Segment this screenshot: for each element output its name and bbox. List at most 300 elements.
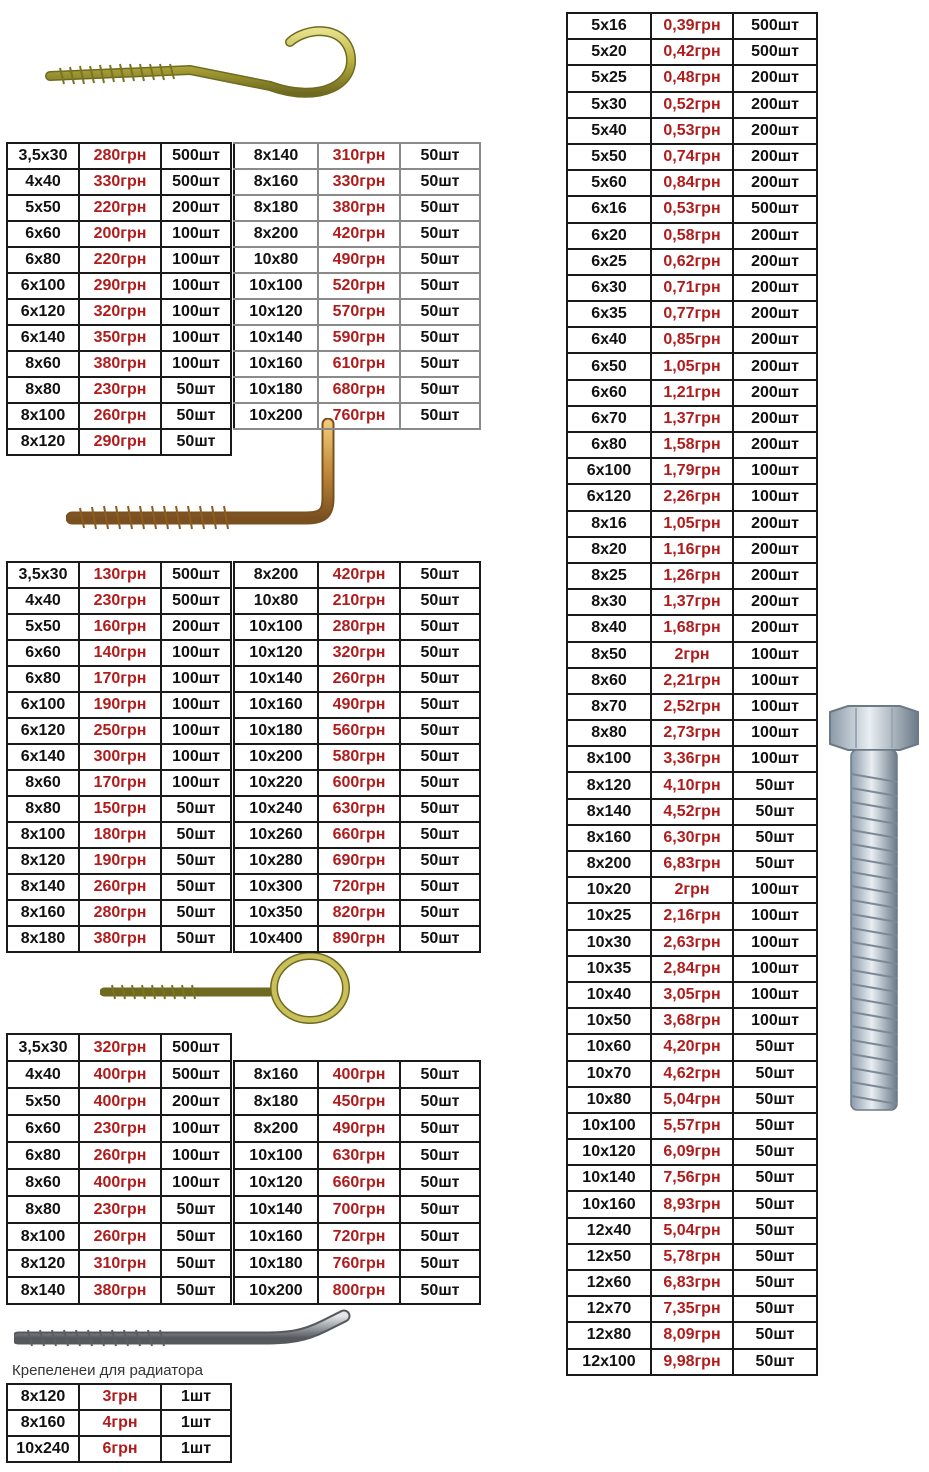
price-cell: 2,21грн bbox=[651, 668, 733, 694]
price-cell: 320грн bbox=[79, 1034, 161, 1061]
quantity-cell: 500шт bbox=[733, 13, 817, 39]
quantity-cell: 500шт bbox=[161, 562, 231, 588]
quantity-cell: 200шт bbox=[161, 614, 231, 640]
hex-bolt-icon bbox=[826, 704, 922, 1116]
table-row bbox=[234, 588, 480, 614]
table-row bbox=[567, 1061, 817, 1087]
price-cell: 7,56грн bbox=[651, 1165, 733, 1191]
quantity-cell: 100шт bbox=[733, 458, 817, 484]
price-cell: 560грн bbox=[318, 718, 400, 744]
quantity-cell: 100шт bbox=[161, 1169, 231, 1196]
quantity-cell: 50шт bbox=[400, 562, 480, 588]
quantity-cell: 1шт bbox=[161, 1410, 231, 1436]
quantity-cell: 500шт bbox=[733, 196, 817, 222]
table-row bbox=[567, 1113, 817, 1139]
price-cell: 2,26грн bbox=[651, 484, 733, 510]
size-cell: 10x220 bbox=[234, 770, 318, 796]
table-row bbox=[567, 720, 817, 746]
table-row bbox=[7, 1384, 231, 1410]
size-cell: 8x120 bbox=[7, 1250, 79, 1277]
price-cell: 3,05грн bbox=[651, 982, 733, 1008]
price-cell: 1,05грн bbox=[651, 353, 733, 379]
price-cell: 2,52грн bbox=[651, 694, 733, 720]
size-cell: 8x200 bbox=[234, 1115, 318, 1142]
size-cell: 10x200 bbox=[234, 1277, 318, 1304]
l-hook-table-right bbox=[233, 561, 481, 953]
size-cell: 8x200 bbox=[567, 851, 651, 877]
price-cell: 280грн bbox=[318, 614, 400, 640]
table-row bbox=[234, 195, 480, 221]
price-cell: 2,63грн bbox=[651, 930, 733, 956]
table-row bbox=[7, 221, 231, 247]
table-row bbox=[7, 796, 231, 822]
quantity-cell: 50шт bbox=[400, 848, 480, 874]
price-cell: 660грн bbox=[318, 822, 400, 848]
table-row bbox=[7, 614, 231, 640]
size-cell: 10x180 bbox=[234, 1250, 318, 1277]
quantity-cell: 100шт bbox=[161, 666, 231, 692]
quantity-cell: 500шт bbox=[161, 588, 231, 614]
table-row bbox=[7, 1142, 231, 1169]
size-cell: 6x100 bbox=[567, 458, 651, 484]
quantity-cell: 50шт bbox=[400, 325, 480, 351]
price-cell: 320грн bbox=[318, 640, 400, 666]
quantity-cell: 200шт bbox=[733, 301, 817, 327]
price-cell: 690грн bbox=[318, 848, 400, 874]
quantity-cell: 50шт bbox=[161, 874, 231, 900]
size-cell: 10x80 bbox=[567, 1087, 651, 1113]
table-row bbox=[7, 247, 231, 273]
quantity-cell: 200шт bbox=[733, 563, 817, 589]
price-cell: 6,83грн bbox=[651, 851, 733, 877]
size-cell: 4x40 bbox=[7, 588, 79, 614]
size-cell: 6x120 bbox=[7, 718, 79, 744]
size-cell: 8x25 bbox=[567, 563, 651, 589]
table-row bbox=[7, 900, 231, 926]
table-row bbox=[7, 1115, 231, 1142]
table-row bbox=[567, 930, 817, 956]
quantity-cell: 50шт bbox=[733, 1061, 817, 1087]
price-cell: 300грн bbox=[79, 744, 161, 770]
table-row bbox=[567, 1296, 817, 1322]
c-hook-table-left bbox=[6, 142, 232, 456]
table-row bbox=[7, 1223, 231, 1250]
table-row bbox=[7, 692, 231, 718]
size-cell: 10x120 bbox=[234, 640, 318, 666]
price-cell: 1,16грн bbox=[651, 537, 733, 563]
price-cell: 380грн bbox=[79, 1277, 161, 1304]
table-row bbox=[567, 249, 817, 275]
price-cell: 5,78грн bbox=[651, 1244, 733, 1270]
quantity-cell: 50шт bbox=[400, 299, 480, 325]
size-cell: 10x200 bbox=[234, 403, 318, 429]
table-row bbox=[234, 718, 480, 744]
size-cell: 10x140 bbox=[234, 325, 318, 351]
quantity-cell: 100шт bbox=[733, 694, 817, 720]
size-cell: 10x100 bbox=[234, 1142, 318, 1169]
table-row bbox=[234, 666, 480, 692]
quantity-cell: 200шт bbox=[733, 170, 817, 196]
table-row bbox=[7, 299, 231, 325]
table-row bbox=[234, 351, 480, 377]
size-cell: 8x30 bbox=[567, 589, 651, 615]
size-cell: 6x80 bbox=[567, 432, 651, 458]
quantity-cell: 50шт bbox=[400, 718, 480, 744]
table-row bbox=[234, 169, 480, 195]
size-cell: 8x70 bbox=[567, 694, 651, 720]
price-cell: 490грн bbox=[318, 692, 400, 718]
table-row bbox=[7, 822, 231, 848]
price-cell: 8,93грн bbox=[651, 1191, 733, 1217]
price-cell: 1,26грн bbox=[651, 563, 733, 589]
size-cell: 12x40 bbox=[567, 1218, 651, 1244]
size-cell: 6x16 bbox=[567, 196, 651, 222]
size-cell: 6x25 bbox=[567, 249, 651, 275]
table-row bbox=[567, 1087, 817, 1113]
price-cell: 230грн bbox=[79, 588, 161, 614]
size-cell: 8x180 bbox=[234, 195, 318, 221]
table-row bbox=[567, 615, 817, 641]
quantity-cell: 100шт bbox=[161, 221, 231, 247]
price-cell: 0,53грн bbox=[651, 196, 733, 222]
price-cell: 1,21грн bbox=[651, 380, 733, 406]
quantity-cell: 50шт bbox=[161, 1196, 231, 1223]
price-cell: 260грн bbox=[318, 666, 400, 692]
table-row bbox=[234, 770, 480, 796]
quantity-cell: 200шт bbox=[161, 1088, 231, 1115]
table-row bbox=[567, 772, 817, 798]
price-cell: 280грн bbox=[79, 143, 161, 169]
size-cell: 10x180 bbox=[234, 718, 318, 744]
price-cell: 190грн bbox=[79, 692, 161, 718]
price-cell: 2,73грн bbox=[651, 720, 733, 746]
price-cell: 200грн bbox=[79, 221, 161, 247]
size-cell: 8x140 bbox=[7, 874, 79, 900]
quantity-cell: 50шт bbox=[400, 770, 480, 796]
quantity-cell: 50шт bbox=[400, 403, 480, 429]
size-cell: 8x50 bbox=[567, 642, 651, 668]
quantity-cell: 50шт bbox=[400, 1277, 480, 1304]
table-row bbox=[7, 143, 231, 169]
table-row bbox=[234, 640, 480, 666]
table-row bbox=[7, 1277, 231, 1304]
table-row bbox=[567, 1034, 817, 1060]
quantity-cell: 500шт bbox=[733, 39, 817, 65]
size-cell: 8x60 bbox=[7, 1169, 79, 1196]
price-cell: 250грн bbox=[79, 718, 161, 744]
price-cell: 350грн bbox=[79, 325, 161, 351]
quantity-cell: 50шт bbox=[400, 143, 480, 169]
size-cell: 10x80 bbox=[234, 247, 318, 273]
table-row bbox=[234, 273, 480, 299]
quantity-cell: 100шт bbox=[161, 247, 231, 273]
price-cell: 600грн bbox=[318, 770, 400, 796]
quantity-cell: 50шт bbox=[400, 247, 480, 273]
quantity-cell: 1шт bbox=[161, 1436, 231, 1462]
table-row bbox=[567, 851, 817, 877]
size-cell: 10x300 bbox=[234, 874, 318, 900]
table-row bbox=[567, 694, 817, 720]
price-cell: 420грн bbox=[318, 221, 400, 247]
quantity-cell: 50шт bbox=[400, 692, 480, 718]
table-row bbox=[7, 1034, 231, 1061]
price-cell: 490грн bbox=[318, 247, 400, 273]
price-cell: 660грн bbox=[318, 1169, 400, 1196]
price-cell: 220грн bbox=[79, 195, 161, 221]
size-cell: 12x50 bbox=[567, 1244, 651, 1270]
price-cell: 0,53грн bbox=[651, 118, 733, 144]
price-cell: 140грн bbox=[79, 640, 161, 666]
price-cell: 800грн bbox=[318, 1277, 400, 1304]
quantity-cell: 100шт bbox=[161, 1115, 231, 1142]
price-cell: 280грн bbox=[79, 900, 161, 926]
table-row bbox=[7, 169, 231, 195]
price-cell: 2грн bbox=[651, 877, 733, 903]
quantity-cell: 50шт bbox=[400, 588, 480, 614]
size-cell: 6x40 bbox=[567, 327, 651, 353]
size-cell: 8x140 bbox=[234, 143, 318, 169]
table-row bbox=[7, 744, 231, 770]
size-cell: 8x100 bbox=[7, 822, 79, 848]
table-row bbox=[7, 1410, 231, 1436]
size-cell: 10x160 bbox=[234, 351, 318, 377]
table-row bbox=[567, 92, 817, 118]
quantity-cell: 500шт bbox=[161, 1061, 231, 1088]
table-row bbox=[567, 1139, 817, 1165]
size-cell: 10x160 bbox=[234, 1223, 318, 1250]
quantity-cell: 100шт bbox=[161, 1142, 231, 1169]
quantity-cell: 50шт bbox=[400, 822, 480, 848]
quantity-cell: 200шт bbox=[161, 195, 231, 221]
price-cell: 400грн bbox=[318, 1061, 400, 1088]
size-cell: 6x80 bbox=[7, 666, 79, 692]
quantity-cell: 100шт bbox=[161, 273, 231, 299]
price-cell: 160грн bbox=[79, 614, 161, 640]
size-cell: 10x80 bbox=[234, 588, 318, 614]
table-row bbox=[567, 1165, 817, 1191]
quantity-cell: 50шт bbox=[400, 351, 480, 377]
price-cell: 400грн bbox=[79, 1088, 161, 1115]
size-cell: 6x30 bbox=[567, 275, 651, 301]
table-row bbox=[7, 874, 231, 900]
size-cell: 8x100 bbox=[7, 403, 79, 429]
table-row bbox=[234, 1115, 480, 1142]
quantity-cell: 500шт bbox=[161, 143, 231, 169]
price-cell: 310грн bbox=[318, 143, 400, 169]
price-cell: 1,37грн bbox=[651, 589, 733, 615]
size-cell: 10x70 bbox=[567, 1061, 651, 1087]
quantity-cell: 200шт bbox=[733, 118, 817, 144]
price-cell: 4грн bbox=[79, 1410, 161, 1436]
size-cell: 3,5x30 bbox=[7, 143, 79, 169]
table-row bbox=[567, 1244, 817, 1270]
size-cell: 5x30 bbox=[567, 92, 651, 118]
table-row bbox=[567, 353, 817, 379]
size-cell: 6x60 bbox=[567, 380, 651, 406]
size-cell: 5x16 bbox=[567, 13, 651, 39]
price-cell: 1,68грн bbox=[651, 615, 733, 641]
price-cell: 5,04грн bbox=[651, 1218, 733, 1244]
size-cell: 8x80 bbox=[7, 796, 79, 822]
table-row bbox=[567, 327, 817, 353]
quantity-cell: 50шт bbox=[161, 900, 231, 926]
price-cell: 7,35грн bbox=[651, 1296, 733, 1322]
price-cell: 3,68грн bbox=[651, 1008, 733, 1034]
size-cell: 5x50 bbox=[7, 1088, 79, 1115]
table-row bbox=[234, 848, 480, 874]
table-row bbox=[567, 1322, 817, 1348]
size-cell: 8x80 bbox=[7, 1196, 79, 1223]
size-cell: 8x200 bbox=[234, 221, 318, 247]
table-row bbox=[567, 144, 817, 170]
table-row bbox=[567, 223, 817, 249]
size-cell: 10x200 bbox=[234, 744, 318, 770]
price-cell: 3,36грн bbox=[651, 746, 733, 772]
quantity-cell: 100шт bbox=[733, 746, 817, 772]
quantity-cell: 100шт bbox=[161, 718, 231, 744]
size-cell: 10x260 bbox=[234, 822, 318, 848]
size-cell: 12x60 bbox=[567, 1270, 651, 1296]
table-row bbox=[234, 900, 480, 926]
price-cell: 0,74грн bbox=[651, 144, 733, 170]
table-row bbox=[7, 377, 231, 403]
price-cell: 570грн bbox=[318, 299, 400, 325]
price-cell: 1,37грн bbox=[651, 406, 733, 432]
price-cell: 2грн bbox=[651, 642, 733, 668]
table-row bbox=[567, 563, 817, 589]
quantity-cell: 50шт bbox=[400, 195, 480, 221]
quantity-cell: 50шт bbox=[400, 1250, 480, 1277]
table-row bbox=[7, 1061, 231, 1088]
table-row bbox=[7, 718, 231, 744]
size-cell: 8x60 bbox=[7, 770, 79, 796]
price-cell: 290грн bbox=[79, 429, 161, 455]
quantity-cell: 500шт bbox=[161, 169, 231, 195]
table-row bbox=[567, 668, 817, 694]
price-cell: 630грн bbox=[318, 1142, 400, 1169]
size-cell: 8x160 bbox=[567, 825, 651, 851]
size-cell: 12x100 bbox=[567, 1349, 651, 1375]
size-cell: 8x200 bbox=[234, 562, 318, 588]
price-cell: 320грн bbox=[79, 299, 161, 325]
price-cell: 260грн bbox=[79, 1223, 161, 1250]
quantity-cell: 200шт bbox=[733, 327, 817, 353]
ring-hook-table-right bbox=[233, 1060, 481, 1305]
quantity-cell: 50шт bbox=[400, 1223, 480, 1250]
size-cell: 8x120 bbox=[7, 1384, 79, 1410]
table-row bbox=[7, 325, 231, 351]
size-cell: 10x100 bbox=[234, 273, 318, 299]
table-row bbox=[7, 1436, 231, 1462]
bolt-table bbox=[566, 12, 818, 1376]
quantity-cell: 100шт bbox=[733, 982, 817, 1008]
quantity-cell: 50шт bbox=[400, 614, 480, 640]
radiator-table bbox=[6, 1383, 232, 1463]
quantity-cell: 50шт bbox=[733, 772, 817, 798]
size-cell: 5x20 bbox=[567, 39, 651, 65]
size-cell: 10x25 bbox=[567, 903, 651, 929]
quantity-cell: 50шт bbox=[161, 796, 231, 822]
size-cell: 10x60 bbox=[567, 1034, 651, 1060]
price-cell: 450грн bbox=[318, 1088, 400, 1115]
quantity-cell: 50шт bbox=[400, 874, 480, 900]
table-row bbox=[567, 1191, 817, 1217]
quantity-cell: 50шт bbox=[400, 640, 480, 666]
price-cell: 680грн bbox=[318, 377, 400, 403]
quantity-cell: 50шт bbox=[733, 1322, 817, 1348]
quantity-cell: 50шт bbox=[161, 377, 231, 403]
size-cell: 3,5x30 bbox=[7, 562, 79, 588]
size-cell: 5x50 bbox=[7, 614, 79, 640]
table-row bbox=[7, 1196, 231, 1223]
price-cell: 180грн bbox=[79, 822, 161, 848]
price-cell: 760грн bbox=[318, 1250, 400, 1277]
quantity-cell: 50шт bbox=[733, 851, 817, 877]
quantity-cell: 100шт bbox=[733, 642, 817, 668]
table-row bbox=[7, 666, 231, 692]
size-cell: 10x160 bbox=[234, 692, 318, 718]
quantity-cell: 200шт bbox=[733, 353, 817, 379]
table-row bbox=[567, 39, 817, 65]
size-cell: 8x160 bbox=[7, 1410, 79, 1436]
price-cell: 0,42грн bbox=[651, 39, 733, 65]
price-cell: 330грн bbox=[318, 169, 400, 195]
quantity-cell: 100шт bbox=[733, 930, 817, 956]
size-cell: 8x140 bbox=[567, 799, 651, 825]
price-cell: 230грн bbox=[79, 1115, 161, 1142]
price-cell: 6,83грн bbox=[651, 1270, 733, 1296]
quantity-cell: 200шт bbox=[733, 65, 817, 91]
price-cell: 400грн bbox=[79, 1061, 161, 1088]
price-cell: 190грн bbox=[79, 848, 161, 874]
price-cell: 1,05грн bbox=[651, 511, 733, 537]
size-cell: 8x180 bbox=[7, 926, 79, 952]
size-cell: 3,5x30 bbox=[7, 1034, 79, 1061]
quantity-cell: 200шт bbox=[733, 249, 817, 275]
table-row bbox=[234, 796, 480, 822]
size-cell: 8x80 bbox=[567, 720, 651, 746]
quantity-cell: 50шт bbox=[733, 1244, 817, 1270]
size-cell: 6x100 bbox=[7, 692, 79, 718]
quantity-cell: 50шт bbox=[400, 796, 480, 822]
quantity-cell: 200шт bbox=[733, 92, 817, 118]
quantity-cell: 50шт bbox=[733, 1165, 817, 1191]
table-row bbox=[234, 1142, 480, 1169]
price-cell: 380грн bbox=[318, 195, 400, 221]
size-cell: 10x140 bbox=[234, 1196, 318, 1223]
price-cell: 490грн bbox=[318, 1115, 400, 1142]
table-row bbox=[234, 325, 480, 351]
quantity-cell: 50шт bbox=[161, 1223, 231, 1250]
price-cell: 2,84грн bbox=[651, 956, 733, 982]
table-row bbox=[567, 825, 817, 851]
price-cell: 6,09грн bbox=[651, 1139, 733, 1165]
table-row bbox=[567, 982, 817, 1008]
table-row bbox=[567, 537, 817, 563]
price-cell: 260грн bbox=[79, 1142, 161, 1169]
size-cell: 8x180 bbox=[234, 1088, 318, 1115]
quantity-cell: 50шт bbox=[733, 1191, 817, 1217]
quantity-cell: 100шт bbox=[161, 744, 231, 770]
table-row bbox=[567, 877, 817, 903]
size-cell: 6x20 bbox=[567, 223, 651, 249]
price-cell: 170грн bbox=[79, 666, 161, 692]
size-cell: 8x160 bbox=[234, 169, 318, 195]
table-row bbox=[7, 848, 231, 874]
price-cell: 220грн bbox=[79, 247, 161, 273]
price-cell: 0,52грн bbox=[651, 92, 733, 118]
quantity-cell: 50шт bbox=[400, 1169, 480, 1196]
